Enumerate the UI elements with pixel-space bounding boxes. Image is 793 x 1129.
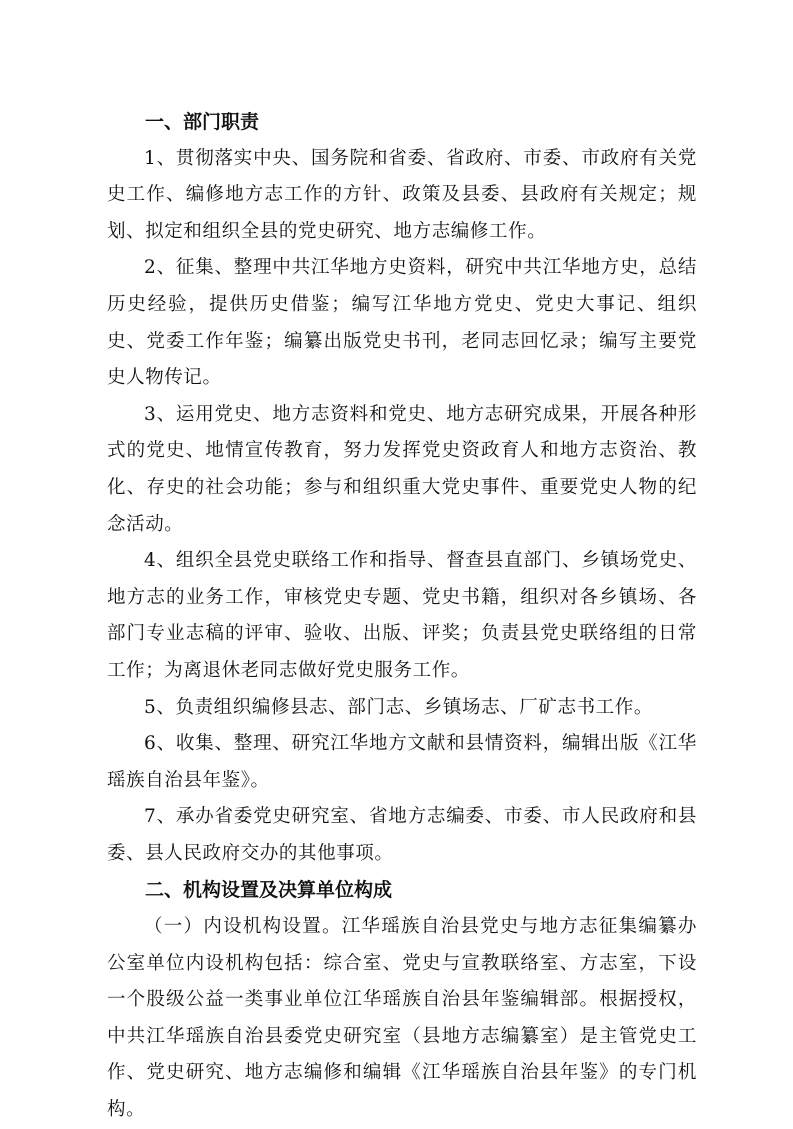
duty-item-2: 2、征集、整理中共江华地方史资料，研究中共江华地方史，总结历史经验，提供历史借鉴；编写江华地方党史、党史大事记、组织史、党委工作年鉴；编纂出版党史书刊，老同志回忆录；编写主要党史人物传记。: [107, 257, 697, 389]
duty-item-4: 4、组织全县党史联络工作和指导、督查县直部门、乡镇场党史、地方志的业务工作，审核党史专题、党史书籍，组织对各乡镇场、各部门专业志稿的评审、验收、出版、评奖；负责县党史联络组的日常工作；为离退休老同志做好党史服务工作。: [107, 550, 697, 681]
section-heading-organization: 二、机构设置及决算单位构成: [145, 879, 393, 902]
duty-item-6: 6、收集、整理、研究江华地方文献和县情资料，编辑出版《江华瑶族自治县年鉴》。: [107, 733, 697, 791]
document-page: [107, 104, 697, 1129]
duty-item-3: 3、运用党史、地方志资料和党史、地方志研究成果，开展各种形式的党史、地情宣传教育，努力发挥党史资政育人和地方志资治、教化、存史的社会功能；参与和组织重大党史事件、重要党史人物的纪念活动。: [107, 403, 697, 535]
organization-paragraph-1: （一）内设机构设置。江华瑶族自治县党史与地方志征集编纂办公室单位内设机构包括：综合室、党史与宣教联络室、方志室，下设一个股级公益一类事业单位江华瑶族自治县年鉴编辑部。根据授权，中共江华瑶族自治县委党史研究室（县地方志编纂室）是主管党史工作、党史研究、地方志编修和编辑《江华瑶族自治县年鉴》的专门机构。: [107, 916, 697, 1121]
duty-item-7: 7、承办省委党史研究室、省地方志编委、市委、市人民政府和县委、县人民政府交办的其他事项。: [107, 806, 697, 864]
duty-item-5: 5、负责组织编修县志、部门志、乡镇场志、厂矿志书工作。: [144, 696, 653, 718]
section-heading-department-duties: 一、部门职责: [145, 111, 260, 133]
duty-item-1: 1、贯彻落实中央、国务院和省委、省政府、市委、市政府有关党史工作、编修地方志工作的方针、政策及县委、县政府有关规定；规划、拟定和组织全县的党史研究、地方志编修工作。: [107, 147, 697, 242]
